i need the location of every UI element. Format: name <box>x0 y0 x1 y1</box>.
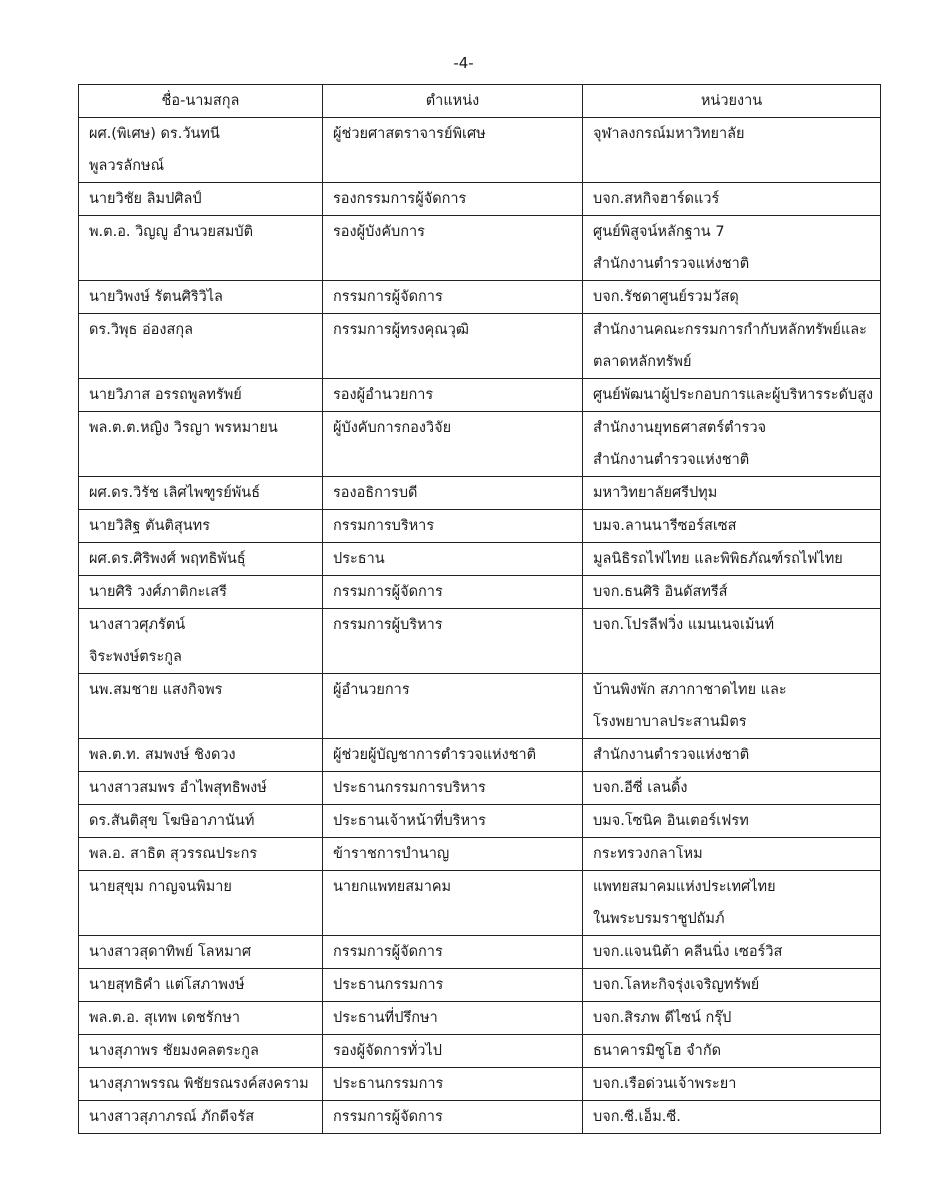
organization-cell-line: บ้านพิงพัก สภากาชาดไทย และ <box>593 682 787 698</box>
position-cell <box>323 183 583 216</box>
organization-cell-line: บจก.อีซี่ เลนดิ้ง <box>593 780 688 796</box>
position-cell <box>323 118 583 183</box>
organization-cell <box>583 871 881 936</box>
organization-cell <box>583 838 881 871</box>
name-cell-line: พล.ต.ต.หญิง วิรญา พรหมายน <box>89 420 278 436</box>
organization-cell <box>583 1002 881 1035</box>
table-row <box>79 838 881 871</box>
position-cell-line: ผู้ช่วยผู้บัญชาการตำรวจแห่งชาติ <box>333 747 537 763</box>
position-cell-line: รองผู้บังคับการ <box>333 224 425 240</box>
position-cell-line: รองผู้จัดการทั่วไป <box>333 1043 442 1059</box>
name-cell-line: ผศ.(พิเศษ) ดร.วันทนี <box>89 126 220 142</box>
organization-cell-line: บจก.รัชดาศูนย์รวมวัสดุ <box>593 289 739 305</box>
organization-cell-line: มูลนิธิรถไฟไทย และพิพิธภัณฑ์รถไฟไทย <box>593 551 843 567</box>
position-cell <box>323 969 583 1002</box>
organization-cell-line: สำนักงานตำรวจแห่งชาติ <box>593 256 750 272</box>
name-cell <box>79 871 323 936</box>
name-cell <box>79 609 323 674</box>
table-row <box>79 118 881 183</box>
table-row <box>79 216 881 281</box>
organization-cell-line: สำนักงานตำรวจแห่งชาติ <box>593 747 750 763</box>
position-cell-line: กรรมการผู้จัดการ <box>333 584 443 600</box>
name-cell <box>79 576 323 609</box>
name-cell <box>79 936 323 969</box>
position-cell-line: รองอธิการบดี <box>333 485 418 501</box>
organization-cell <box>583 805 881 838</box>
table-row <box>79 281 881 314</box>
table-row <box>79 379 881 412</box>
position-cell-line: ผู้อำนวยการ <box>333 682 410 698</box>
name-cell-line: นางสุภาพร ชัยมงคลตระกูล <box>89 1043 259 1059</box>
name-cell <box>79 1035 323 1068</box>
organization-cell-line: บจก.เรือด่วนเจ้าพระยา <box>593 1076 737 1092</box>
position-cell <box>323 739 583 772</box>
page-number: -4- <box>453 54 474 72</box>
organization-cell <box>583 510 881 543</box>
name-cell-line: ผศ.ดร.ศิริพงศ์ พฤทธิพันธุ์ <box>89 551 246 567</box>
organization-cell-line: กระทรวงกลาโหม <box>593 846 703 862</box>
table-row <box>79 477 881 510</box>
position-cell <box>323 543 583 576</box>
position-cell-line: ผู้บังคับการกองวิจัย <box>333 420 452 436</box>
position-cell <box>323 216 583 281</box>
organization-cell <box>583 477 881 510</box>
organization-cell-line: บจก.สิรภพ ดีไซน์ กรุ๊ป <box>593 1010 732 1026</box>
organization-cell <box>583 543 881 576</box>
table-row <box>79 772 881 805</box>
position-cell-line: ข้าราชการบำนาญ <box>333 846 450 862</box>
organization-cell <box>583 609 881 674</box>
table-row <box>79 1035 881 1068</box>
organization-cell <box>583 1068 881 1101</box>
organization-cell <box>583 1101 881 1134</box>
organization-cell <box>583 1035 881 1068</box>
header-row <box>79 85 881 118</box>
name-cell-line: จิระพงษ์ตระกูล <box>89 649 182 665</box>
position-cell-line: กรรมการผู้จัดการ <box>333 1109 443 1125</box>
position-cell-line: ประธานกรรมการ <box>333 1076 444 1092</box>
table-row <box>79 609 881 674</box>
table-row <box>79 674 881 739</box>
position-cell-line: กรรมการบริหาร <box>333 518 435 534</box>
position-cell-line: รองกรรมการผู้จัดการ <box>333 191 467 207</box>
name-cell-line: นพ.สมชาย แสงกิจพร <box>89 682 223 698</box>
name-cell-line: นายศิริ วงศ์ภาติกะเสรี <box>89 584 227 600</box>
organization-cell <box>583 412 881 477</box>
position-cell-line: ประธานที่ปรึกษา <box>333 1010 438 1026</box>
name-cell <box>79 1101 323 1134</box>
organization-cell-line: บมจ.ลานนารีซอร์สเซส <box>593 518 737 534</box>
organization-cell-line: บมจ.โซนิค อินเตอร์เฟรท <box>593 813 749 829</box>
organization-cell <box>583 281 881 314</box>
name-cell-line: พล.ต.อ. สุเทพ เดชรักษา <box>89 1010 241 1026</box>
table-row <box>79 805 881 838</box>
position-cell <box>323 871 583 936</box>
name-cell <box>79 674 323 739</box>
name-cell-line: นางสาวสุภาภรณ์ ภักดีจรัส <box>89 1109 255 1125</box>
organization-cell-line: โรงพยาบาลประสานมิตร <box>593 714 747 730</box>
name-cell-line: นางสาวสมพร อำไพสุทธิพงษ์ <box>89 780 267 796</box>
position-cell-line: ประธานเจ้าหน้าที่บริหาร <box>333 813 486 829</box>
organization-cell-line: บจก.โลหะกิจรุ่งเจริญทรัพย์ <box>593 977 760 993</box>
name-cell <box>79 1002 323 1035</box>
position-cell <box>323 576 583 609</box>
name-cell-line: นางสุภาพรรณ พิชัยรณรงค์สงคราม <box>89 1076 309 1092</box>
position-cell <box>323 936 583 969</box>
position-cell <box>323 674 583 739</box>
name-cell-line: นายวิพงษ์ รัตนศิริวิไล <box>89 289 223 305</box>
organization-cell <box>583 969 881 1002</box>
table-row <box>79 510 881 543</box>
table-row <box>79 1002 881 1035</box>
header-name: ชื่อ-นามสกุล <box>79 85 323 118</box>
organization-cell <box>583 674 881 739</box>
position-cell <box>323 477 583 510</box>
table-header <box>79 85 881 118</box>
table-row <box>79 1101 881 1134</box>
name-cell-line: นางสาวศุภรัตน์ <box>89 617 186 633</box>
position-cell <box>323 609 583 674</box>
organization-cell <box>583 772 881 805</box>
position-cell <box>323 1101 583 1134</box>
table-row <box>79 543 881 576</box>
name-cell <box>79 379 323 412</box>
organization-cell-line: บจก.แจนนิต้า คลีนนิ่ง เซอร์วิส <box>593 944 783 960</box>
position-cell <box>323 1035 583 1068</box>
position-cell-line: กรรมการผู้จัดการ <box>333 289 443 305</box>
member-table <box>78 84 881 1134</box>
name-cell-line: นายวิชัย ลิมปศิลป์ <box>89 191 202 207</box>
organization-cell <box>583 379 881 412</box>
name-cell-line: นายวิสิฐ ตันติสุนทร <box>89 518 211 534</box>
organization-cell <box>583 314 881 379</box>
organization-cell <box>583 183 881 216</box>
position-cell <box>323 281 583 314</box>
position-cell-line: ประธานกรรมการบริหาร <box>333 780 486 796</box>
name-cell-line: ดร.สันติสุข โฆษิอาภานันท์ <box>89 813 255 829</box>
position-cell-line: ผู้ช่วยศาสตราจารย์พิเศษ <box>333 126 486 142</box>
position-cell <box>323 314 583 379</box>
name-cell <box>79 1068 323 1101</box>
table-row <box>79 1068 881 1101</box>
organization-cell <box>583 216 881 281</box>
position-cell-line: นายกแพทยสมาคม <box>333 879 452 895</box>
table-row <box>79 412 881 477</box>
name-cell <box>79 183 323 216</box>
name-cell <box>79 805 323 838</box>
organization-cell-line: สำนักงานคณะกรรมการกำกับหลักทรัพย์และ <box>593 322 867 338</box>
position-cell <box>323 772 583 805</box>
organization-cell <box>583 936 881 969</box>
position-cell <box>323 510 583 543</box>
table-body <box>79 118 881 1134</box>
name-cell <box>79 838 323 871</box>
organization-cell-line: ธนาคารมิซูโฮ จำกัด <box>593 1043 722 1059</box>
name-cell-line: พ.ต.อ. วิญญู อำนวยสมบัติ <box>89 224 254 240</box>
position-cell-line: ประธาน <box>333 551 385 567</box>
name-cell <box>79 969 323 1002</box>
organization-cell-line: มหาวิทยาลัยศรีปทุม <box>593 485 718 501</box>
name-cell-line: นายสุขุม กาญจนพิมาย <box>89 879 232 895</box>
organization-cell-line: บจก.ธนศิริ อินดัสทรีส์ <box>593 584 728 600</box>
name-cell <box>79 543 323 576</box>
name-cell <box>79 412 323 477</box>
position-cell <box>323 838 583 871</box>
position-cell <box>323 1002 583 1035</box>
name-cell-line: ผศ.ดร.วิรัช เลิศไพฑูรย์พันธ์ <box>89 485 261 501</box>
table-row <box>79 739 881 772</box>
table-row <box>79 576 881 609</box>
name-cell <box>79 281 323 314</box>
name-cell-line: พูลวรลักษณ์ <box>89 158 165 174</box>
name-cell-line: นางสาวสุดาทิพย์ โลหมาศ <box>89 944 252 960</box>
organization-cell <box>583 739 881 772</box>
position-cell-line: ประธานกรรมการ <box>333 977 444 993</box>
position-cell-line: กรรมการผู้จัดการ <box>333 944 443 960</box>
position-cell <box>323 1068 583 1101</box>
name-cell-line: พล.ต.ท. สมพงษ์ ชิงดวง <box>89 747 236 763</box>
organization-cell-line: สำนักงานตำรวจแห่งชาติ <box>593 452 750 468</box>
name-cell-line: พล.อ. สาธิต สุวรรณประกร <box>89 846 258 862</box>
organization-cell-line: ในพระบรมราชูปถัมภ์ <box>593 911 725 927</box>
name-cell <box>79 314 323 379</box>
organization-cell-line: แพทยสมาคมแห่งประเทศไทย <box>593 879 776 895</box>
position-cell <box>323 805 583 838</box>
position-cell-line: กรรมการผู้บริหาร <box>333 617 443 633</box>
organization-cell-line: จุฬาลงกรณ์มหาวิทยาลัย <box>593 126 745 142</box>
name-cell-line: ดร.วิพุธ อ่องสกุล <box>89 322 193 338</box>
position-cell <box>323 412 583 477</box>
organization-cell <box>583 576 881 609</box>
position-cell-line: รองผู้อำนวยการ <box>333 387 434 403</box>
name-cell-line: นายสุทธิคำ แต่โสภาพงษ์ <box>89 977 245 993</box>
name-cell <box>79 118 323 183</box>
header-organization: หน่วยงาน <box>583 85 881 118</box>
organization-cell-line: บจก.โปรลีฟวิ่ง แมนเนจเม้นท์ <box>593 617 775 633</box>
organization-cell-line: บจก.ซี.เอ็ม.ซี. <box>593 1109 681 1125</box>
organization-cell-line: ศูนย์พิสูจน์หลักฐาน 7 <box>593 224 725 240</box>
name-cell <box>79 216 323 281</box>
table-row <box>79 314 881 379</box>
name-cell <box>79 739 323 772</box>
position-cell-line: กรรมการผู้ทรงคุณวุฒิ <box>333 322 469 338</box>
table-row <box>79 183 881 216</box>
name-cell <box>79 772 323 805</box>
table-row <box>79 936 881 969</box>
table-row <box>79 969 881 1002</box>
organization-cell-line: ตลาดหลักทรัพย์ <box>593 354 692 370</box>
name-cell <box>79 510 323 543</box>
name-cell <box>79 477 323 510</box>
organization-cell-line: บจก.สหกิจฮาร์ดแวร์ <box>593 191 720 207</box>
name-cell-line: นายวิภาส อรรถพูลทรัพย์ <box>89 387 242 403</box>
organization-cell-line: สำนักงานยุทธศาสตร์ตำรวจ <box>593 420 767 436</box>
header-position: ตำแหน่ง <box>323 85 583 118</box>
organization-cell <box>583 118 881 183</box>
organization-cell-line: ศูนย์พัฒนาผู้ประกอบการและผู้บริหารระดับสูง <box>593 387 874 403</box>
position-cell <box>323 379 583 412</box>
table-row <box>79 871 881 936</box>
